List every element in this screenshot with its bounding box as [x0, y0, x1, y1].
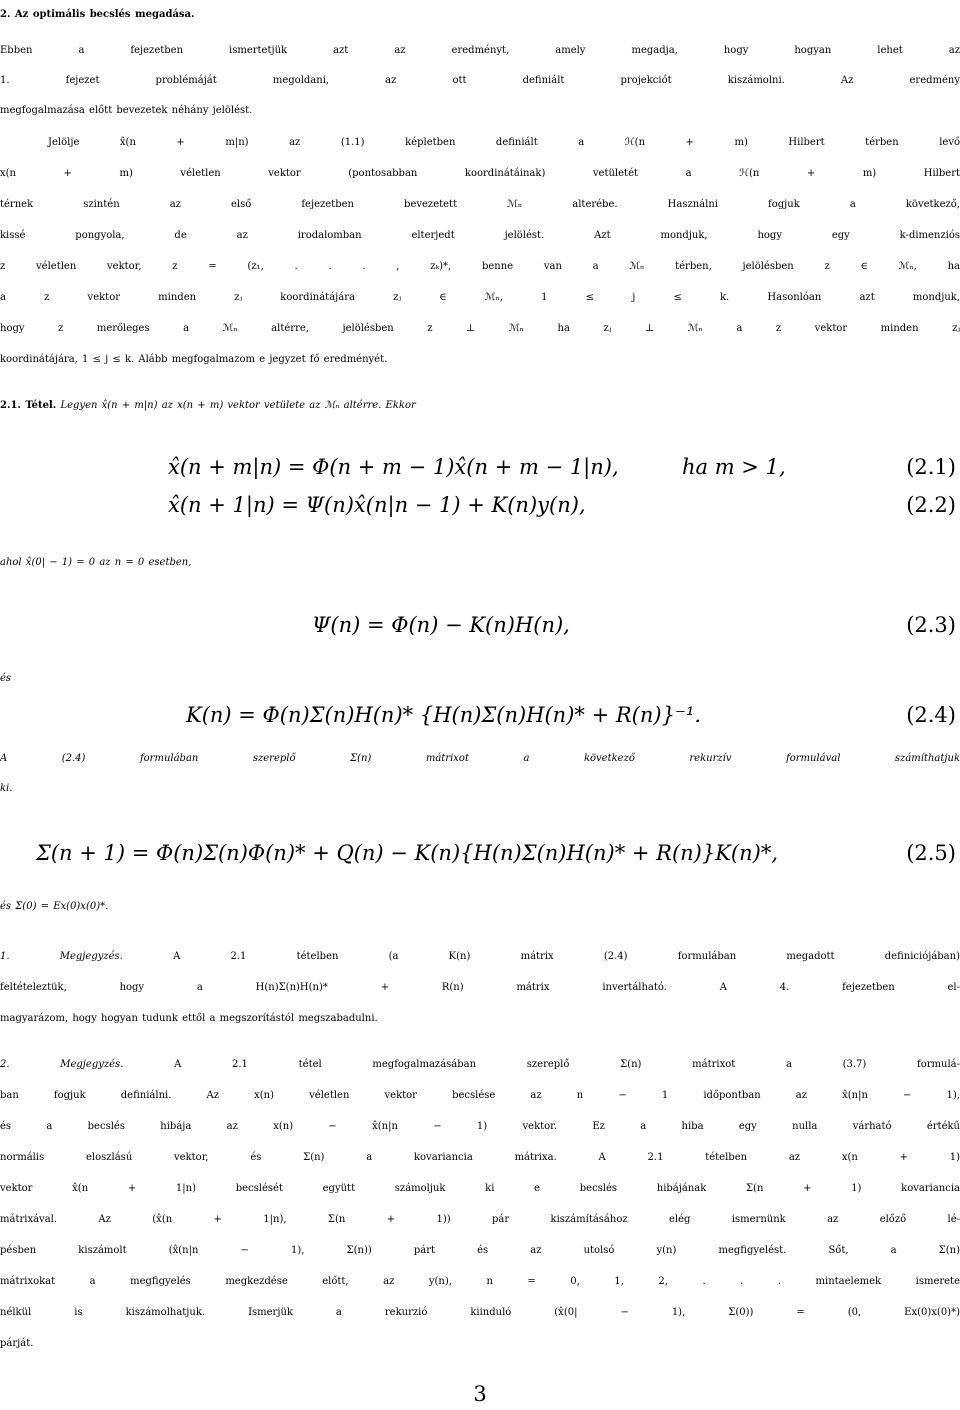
equation-2-1: x̂(n + m|n) = Φ(n + m − 1)x̂(n + m − 1|n), — [168, 455, 619, 479]
para1-line: 1. fejezet problémáját megoldani, az ott definiált projekciót kiszámolni. Az eredmény — [0, 75, 960, 86]
theorem-init: és Σ(0) = Ex(0)x(0)*. — [0, 901, 109, 912]
remark2-label: 2. Megjegyzés. — [0, 1059, 124, 1070]
para2-line: koordinátájára, 1 ≤ j ≤ k. Alább megfogalmazom e jegyzet fő eredményét. — [0, 354, 388, 365]
remark2-line: mátrixával. Az (x̂(n + 1|n), Σ(n + 1)) pár kiszámításához elég ismernünk az előző lé- — [0, 1214, 960, 1225]
theorem-header — [0, 391, 960, 421]
remark1-line: feltételeztük, hogy a H(n)Σ(n)H(n)* + R(n) mátrix invertálható. A 4. fejezetben el- — [0, 982, 960, 993]
para2-line: Jelölje x̂(n + m|n) az (1.1) képletben definiált a ℋ(n + m) Hilbert térben levő — [48, 137, 960, 148]
equation-number-2-2: (2.2) — [906, 493, 956, 517]
equation-2-4: K(n) = Φ(n)Σ(n)H(n)* {H(n)Σ(n)H(n)* + R(n)}⁻¹. — [186, 703, 702, 727]
para1-line: Ebben a fejezetben ismertetjük azt az eredményt, amely megadja, hogy hogyan lehet az — [0, 45, 960, 56]
para2-line: a z vektor minden zⱼ koordinátájára zⱼ ∈ ℳₙ, 1 ≤ j ≤ k. Hasonlóan azt mondjuk, — [0, 292, 960, 303]
remark1-label: 1. Megjegyzés. — [0, 951, 123, 962]
remark2-line: vektor x̂(n + 1|n) becslését együtt számoljuk ki e becslés hibájának Σ(n + 1) kovariancia — [0, 1183, 960, 1194]
remark2-line — [0, 1050, 960, 1080]
para1-line: megfogalmazása előtt bevezetek néhány jelölést. — [0, 105, 253, 116]
para2-line: kissé pongyola, de az irodalomban elterjedt jelölést. Azt mondjuk, hogy egy k-dimenziós — [0, 230, 960, 241]
para2-line: z véletlen vektor, z = (z₁, . . . , zₖ)*, benne van a ℳₙ térben, jelölésben z ∈ ℳₙ, ha — [0, 261, 960, 272]
equation-2-3: Ψ(n) = Φ(n) − K(n)H(n), — [312, 613, 570, 637]
theorem-and: és — [0, 673, 12, 684]
remark2-text: A 2.1 tétel megfogalmazásában szereplő Σ(n) mátrixot a (3.7) formulá- — [174, 1059, 960, 1070]
theorem-label: 2.1. Tétel. — [0, 400, 57, 411]
remark2-line: mátrixokat a megfigyelés megkezdése előtt, az y(n), n = 0, 1, 2, . . . mintaelemek ismerete — [0, 1276, 960, 1287]
remark2-line: ban fogjuk definiálni. Az x(n) véletlen vektor becslése az n − 1 időpontban az x̂(n|n − 1), — [0, 1090, 960, 1101]
para2-line: x(n + m) véletlen vektor (pontosabban koordinátáinak) vetületét a ℋ(n + m) Hilbert — [0, 168, 960, 179]
remark2-line: pésben kiszámolt (x̂(n|n − 1), Σ(n)) párt és az utolsó y(n) megfigyelést. Sőt, a Σ(n) — [0, 1245, 960, 1256]
theorem-where: ahol x̂(0| − 1) = 0 az n = 0 esetben, — [0, 557, 192, 568]
equation-2-5: Σ(n + 1) = Φ(n)Σ(n)Φ(n)* + Q(n) − K(n){H(n)Σ(n)H(n)* + R(n)}K(n)*, — [36, 841, 779, 865]
equation-2-2: x̂(n + 1|n) = Ψ(n)x̂(n|n − 1) + K(n)y(n), — [168, 493, 586, 517]
remark1-text: A 2.1 tételben (a K(n) mátrix (2.4) formulában megadott definiciójában) — [173, 951, 960, 962]
equation-number-2-4: (2.4) — [906, 703, 956, 727]
remark2-line: normális eloszlású vektor, és Σ(n) a kovariancia mátrixa. A 2.1 tételben az x(n + 1) — [0, 1152, 960, 1163]
remark2-line: nélkül is kiszámolhatjuk. Ismerjük a rekurzió kiinduló (x̂(0| − 1), Σ(0)) = (0, Ex(0)x(0)*) — [0, 1307, 960, 1318]
equation-2-1-condition: ha m > 1, — [682, 455, 786, 479]
theorem-after-line: A (2.4) formulában szereplő Σ(n) mátrixot a következő rekurzív formulával számíthatjuk — [0, 753, 960, 764]
section-heading: 2. Az optimális becslés megadása. — [0, 9, 195, 20]
para2-line: térnek szintén az első fejezetben bevezetett ℳₙ alterébe. Használni fogjuk a következő, — [0, 199, 960, 210]
remark1-line — [0, 942, 960, 972]
para2-line: hogy z merőleges a ℳₙ altérre, jelölésben z ⊥ ℳₙ ha zⱼ ⊥ ℳₙ a z vektor minden zⱼ — [0, 323, 960, 334]
remark2-line: párját. — [0, 1338, 34, 1349]
equation-number-2-3: (2.3) — [906, 613, 956, 637]
equation-number-2-5: (2.5) — [906, 841, 956, 865]
remark1-line: magyarázom, hogy hogyan tudunk ettől a megszorítástól megszabadulni. — [0, 1013, 378, 1024]
equation-number-2-1: (2.1) — [906, 455, 956, 479]
theorem-statement: Legyen x̂(n + m|n) az x(n + m) vektor vetülete az ℳₙ altérre. Ekkor — [60, 400, 416, 411]
page-number: 3 — [473, 1382, 487, 1406]
theorem-after-line: ki. — [0, 783, 13, 794]
remark2-line: és a becslés hibája az x(n) − x̂(n|n − 1) vektor. Ez a hiba egy nulla várható értékű — [0, 1121, 960, 1132]
